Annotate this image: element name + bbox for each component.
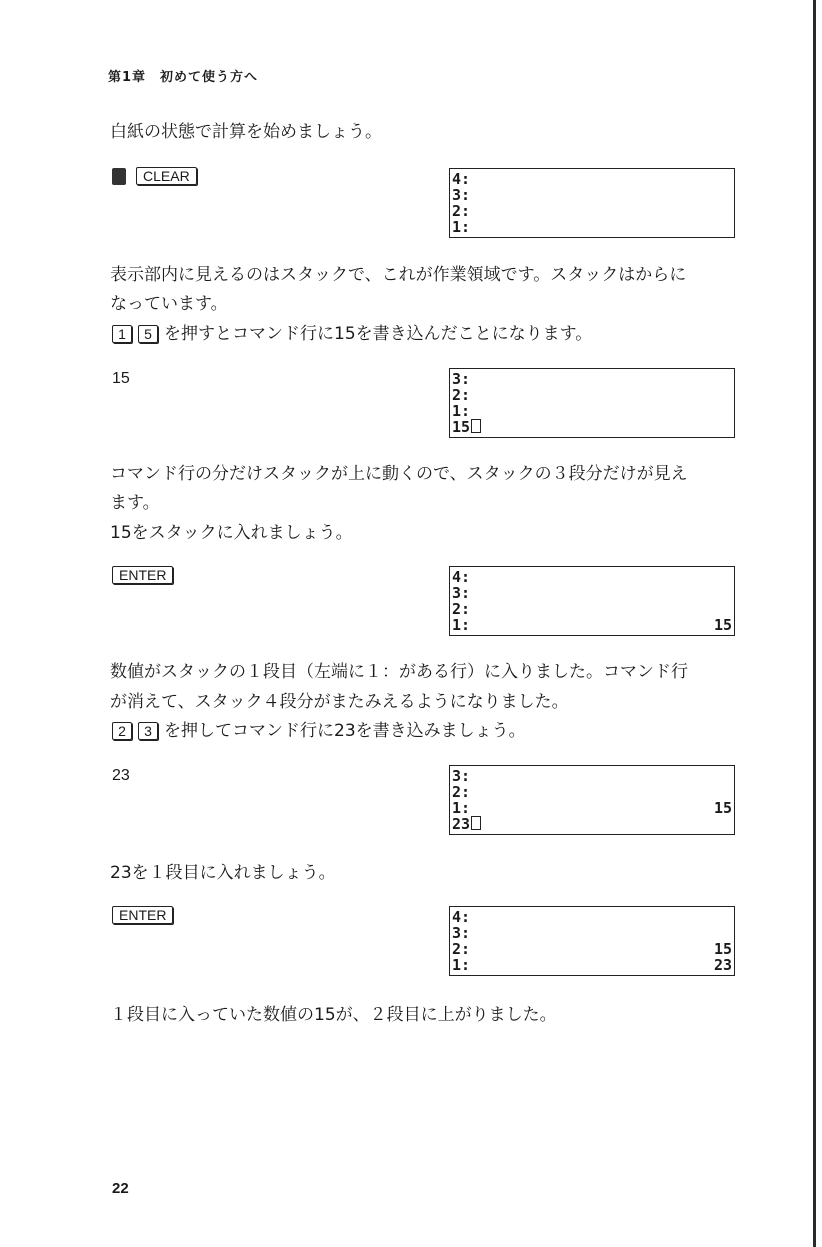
- stack-label: 1:: [452, 402, 471, 420]
- stack-value: 15: [713, 940, 732, 958]
- key-5: 5: [138, 325, 158, 343]
- step-1-text: を押すとコマンド行に15を書き込んだことになります。: [164, 324, 593, 344]
- paragraph-3-line-2: が消えて、スタック４段分がまたみえるようになりました。: [110, 692, 569, 712]
- stack-label: 3:: [452, 584, 471, 602]
- shift-key-icon: [112, 168, 126, 185]
- cursor-icon: [471, 419, 481, 433]
- stack-label: 2:: [452, 940, 471, 958]
- stack-label: 3:: [452, 186, 471, 204]
- key-3: 3: [138, 722, 158, 740]
- stack-label: 4:: [452, 908, 471, 926]
- step-2-text: を押してコマンド行に23を書き込みましょう。: [164, 721, 526, 741]
- step-2: [112, 717, 526, 745]
- paragraph-4: 23を１段目に入れましょう。: [110, 863, 336, 883]
- stack-label: 3:: [452, 767, 471, 785]
- page-edge: [813, 0, 816, 1247]
- key-1: 1: [112, 325, 132, 343]
- stack-label: 3:: [452, 370, 471, 388]
- lcd-display-2: [449, 368, 735, 438]
- lcd-display-1: [449, 168, 735, 238]
- stack-label: 1:: [452, 956, 471, 974]
- command-value: 15: [452, 418, 471, 436]
- step-1: [112, 320, 592, 348]
- clear-key: CLEAR: [136, 167, 197, 185]
- paragraph-1-line-2: なっています。: [110, 294, 228, 314]
- paragraph-3-line-1: 数値がスタックの１段目（左端に１：がある行）に入りました。コマンド行: [110, 662, 688, 682]
- clear-keyline: [112, 167, 197, 185]
- paragraph-2-line-2: ます。: [110, 493, 160, 513]
- enter-keyline-1: [112, 566, 173, 584]
- page-number: 22: [112, 1180, 129, 1197]
- paragraph-1-line-1: 表示部内に見えるのはスタックで、これが作業領域です。スタックはからに: [110, 265, 687, 285]
- stack-label: 1:: [452, 799, 471, 817]
- intro-text: 白紙の状態で計算を始めましょう。: [110, 122, 382, 142]
- stack-label: 2:: [452, 202, 471, 220]
- stack-label: 1:: [452, 218, 471, 236]
- stack-value: 23: [713, 956, 732, 974]
- key-2: 2: [112, 722, 132, 740]
- lcd-display-4: [449, 765, 735, 835]
- stack-label: 3:: [452, 924, 471, 942]
- command-line: [452, 816, 481, 832]
- stack-value: 15: [713, 799, 732, 817]
- cursor-icon: [471, 816, 481, 830]
- command-value: 23: [452, 815, 471, 833]
- lcd-display-5: [449, 906, 735, 976]
- stack-label: 4:: [452, 568, 471, 586]
- input-label-23: 23: [112, 767, 130, 784]
- command-line: [452, 419, 481, 435]
- enter-keyline-2: [112, 906, 173, 924]
- paragraph-2-line-1: コマンド行の分だけスタックが上に動くので、スタックの３段分だけが見え: [110, 464, 688, 484]
- stack-label: 2:: [452, 386, 471, 404]
- paragraph-2-line-3: 15をスタックに入れましょう。: [110, 523, 353, 543]
- stack-value: 15: [713, 616, 732, 634]
- paragraph-5: １段目に入っていた数値の15が、２段目に上がりました。: [110, 1005, 557, 1025]
- stack-label: 2:: [452, 600, 471, 618]
- enter-key: ENTER: [112, 906, 173, 924]
- enter-key: ENTER: [112, 566, 173, 584]
- lcd-display-3: [449, 566, 735, 636]
- input-label-15: 15: [112, 370, 130, 387]
- stack-label: 2:: [452, 783, 471, 801]
- chapter-header: 第1章 初めて使う方へ: [108, 70, 259, 85]
- stack-label: 1:: [452, 616, 471, 634]
- stack-label: 4:: [452, 170, 471, 188]
